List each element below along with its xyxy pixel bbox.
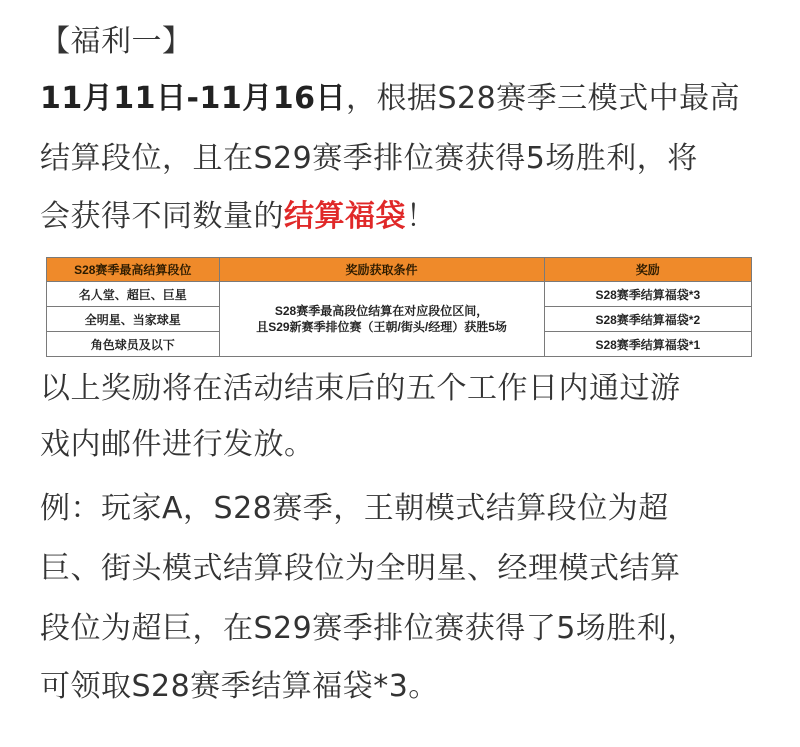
reward-cell: S28赛季结算福袋*2: [544, 307, 751, 332]
intro-line-2: 结算段位，且在S29赛季排位赛获得5场胜利，将: [40, 141, 698, 176]
reward-table: [46, 257, 752, 357]
condition-line-2: 且S29新赛季排位赛（王朝/街头/经理）获胜5场: [256, 320, 507, 334]
tier-cell: 角色球员及以下: [47, 332, 220, 357]
tier-cell: 名人堂、超巨、巨星: [47, 282, 220, 307]
intro-text-1: ，根据S28赛季三模式中最高: [345, 81, 741, 116]
table-row: [47, 282, 752, 307]
example-line-3: 段位为超巨，在S29赛季排位赛获得了5场胜利，: [40, 611, 698, 646]
settlement-bag-highlight: 结算福袋: [284, 199, 406, 234]
intro-line-1: [40, 79, 740, 119]
section-heading: 【福利一】: [40, 24, 193, 59]
tier-cell: 全明星、当家球星: [47, 307, 220, 332]
example-line-1: 例：玩家A，S28赛季，王朝模式结算段位为超: [40, 491, 669, 526]
condition-cell: [219, 282, 544, 357]
header-reward: 奖励: [544, 258, 751, 282]
reward-cell: S28赛季结算福袋*1: [544, 332, 751, 357]
notice-line-1: 以上奖励将在活动结束后的五个工作日内通过游: [40, 371, 681, 406]
intro-line-3: [40, 197, 437, 237]
reward-cell: S28赛季结算福袋*3: [544, 282, 751, 307]
header-condition: 奖励获取条件: [219, 258, 544, 282]
reward-table-header: [47, 258, 752, 282]
example-line-4: 可领取S28赛季结算福袋*3。: [40, 669, 439, 704]
condition-line-1: S28赛季最高段位结算在对应段位区间，: [274, 304, 489, 318]
intro-text-3-end: ！: [406, 199, 437, 234]
notice-line-2: 戏内邮件进行发放。: [40, 427, 315, 462]
intro-text-3: 会获得不同数量的: [40, 199, 284, 234]
header-tier: S28赛季最高结算段位: [47, 258, 220, 282]
event-date-range: 11月11日-11月16日: [40, 81, 346, 116]
example-line-2: 巨、街头模式结算段位为全明星、经理模式结算: [40, 551, 681, 586]
